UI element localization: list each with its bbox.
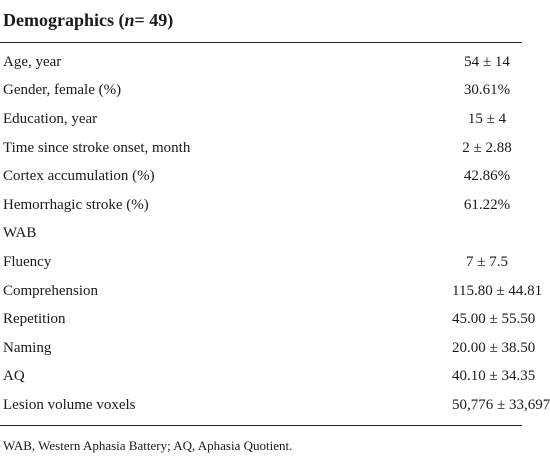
row-label: Fluency (3, 253, 52, 270)
table-title-suffix: = 49) (134, 9, 174, 30)
row-label: Age, year (3, 53, 62, 70)
row-label: Cortex accumulation (%) (3, 168, 155, 185)
row-label: Naming (3, 339, 52, 356)
row-value: 50,776 ± 33,697 (452, 396, 550, 413)
table-row-section-wab (0, 220, 522, 249)
table-row (0, 105, 522, 134)
table-row (0, 391, 550, 420)
table-row (0, 334, 536, 363)
row-value: 61.22% (463, 196, 511, 213)
row-label: Lesion volume voxels (3, 396, 136, 413)
table-row (0, 134, 522, 163)
row-value: 40.10 ± 34.35 (452, 368, 536, 385)
row-value: 30.61% (463, 82, 511, 99)
row-value: 45.00 ± 55.50 (452, 311, 536, 328)
row-value: 42.86% (463, 168, 511, 185)
table-row (0, 48, 522, 77)
table-row (0, 248, 522, 277)
table-row (0, 305, 536, 334)
table-row (0, 162, 522, 191)
row-label: Comprehension (3, 282, 98, 299)
row-label: Repetition (3, 311, 66, 328)
table-title-n: n (124, 9, 135, 30)
row-value: 20.00 ± 38.50 (452, 339, 536, 356)
row-label: WAB (3, 225, 37, 242)
row-value: 15 ± 4 (467, 110, 507, 127)
table-title (0, 0, 522, 40)
table-row (0, 77, 522, 106)
table-footnote: WAB, Western Aphasia Battery; AQ, Aphasia Quotient. (3, 437, 293, 453)
table-row (0, 277, 543, 306)
table-body (0, 43, 550, 420)
row-label: Hemorrhagic stroke (%) (3, 196, 149, 213)
row-label: Education, year (3, 110, 98, 127)
row-value: 115.80 ± 44.81 (452, 282, 543, 299)
row-label: AQ (3, 368, 25, 385)
row-value: 54 ± 14 (464, 53, 510, 70)
table-title-prefix: Demographics ( (3, 9, 125, 30)
row-label: Gender, female (%) (3, 82, 122, 99)
table-row (0, 363, 536, 392)
table-row (0, 191, 522, 220)
row-value: 7 ± 7.5 (466, 253, 508, 270)
row-label: Time since stroke onset, month (3, 139, 191, 156)
row-value: 2 ± 2.88 (462, 139, 512, 156)
